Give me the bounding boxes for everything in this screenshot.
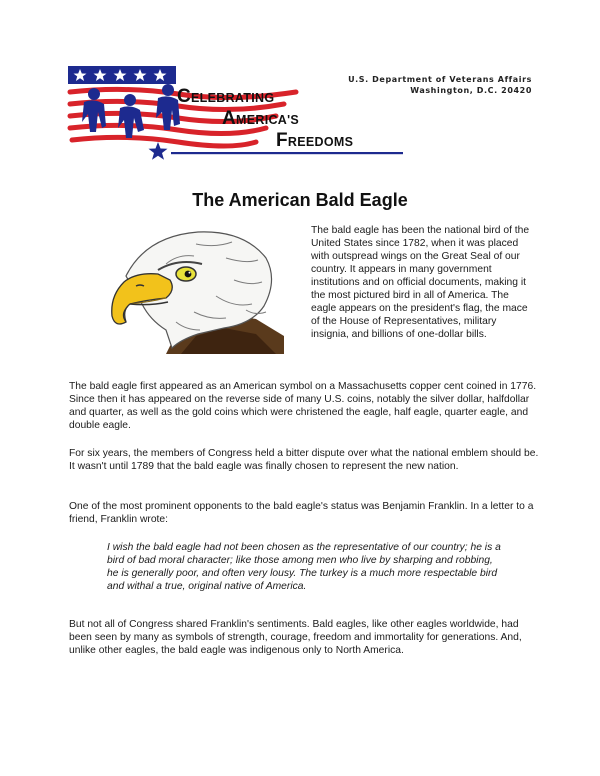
- closing-paragraph: But not all of Congress shared Franklin's sentiments. Bald eagles, like other eagles worldwide, had been seen by many as symbols of strength, courage, freedom and immortality for generations. And, unlike other eagles, the bald eagle was indigenous only to North America.: [69, 619, 522, 656]
- bald-eagle-illustration: [106, 224, 284, 354]
- franklin-quote: I wish the bald eagle had not been chosen as the representative of our country; he is a bird of bad moral character; like those among men who live by sharping and robbing, he is generally poor, and often very lousy. The turkey is a much more respectable bird and withal a true, original native of America.: [107, 542, 501, 592]
- banner-celebrating: CELEBRATING: [177, 86, 275, 107]
- page-title: The American Bald Eagle: [192, 190, 408, 210]
- banner-americas: AMERICA'S: [222, 108, 300, 129]
- coins-paragraph: The bald eagle first appeared as an American symbol on a Massachusetts copper cent coined in 1776. Since then it has appeared on the reverse side of many U.S. coins, notably the silver dollar, halfdollar and quarter, as well as the gold coins which were christened the eagle, half eagle, quarter eagle, and double eagle.: [69, 381, 537, 431]
- banner-freedoms: FREEDOMS: [276, 130, 354, 151]
- dept-name: U.S. Department of Veterans Affairs: [348, 75, 532, 84]
- logo-star-accent: [149, 142, 168, 160]
- congress-dispute-paragraph: For six years, the members of Congress held a bitter dispute over what the national emblem should be. It wasn't until 1789 that the bald eagle was finally chosen to represent the new nation.: [69, 448, 539, 472]
- dept-city: Washington, D.C. 20420: [410, 86, 532, 95]
- department-address: [348, 74, 532, 96]
- franklin-intro-paragraph: One of the most prominent opponents to the bald eagle's status was Benjamin Franklin. In a letter to a friend, Franklin wrote:: [69, 501, 534, 525]
- intro-paragraph: The bald eagle has been the national bird of the United States since 1782, when it was placed with outspread wings on the Great Seal of our country. It appears in many government institutions and on official documents, making it the most pictured bird in all of America. The eagle appears on the president's flag, the mace of the House of Representatives, military insignia, and billions of one-dollar bills.: [311, 225, 530, 340]
- logo-underline: [171, 152, 403, 154]
